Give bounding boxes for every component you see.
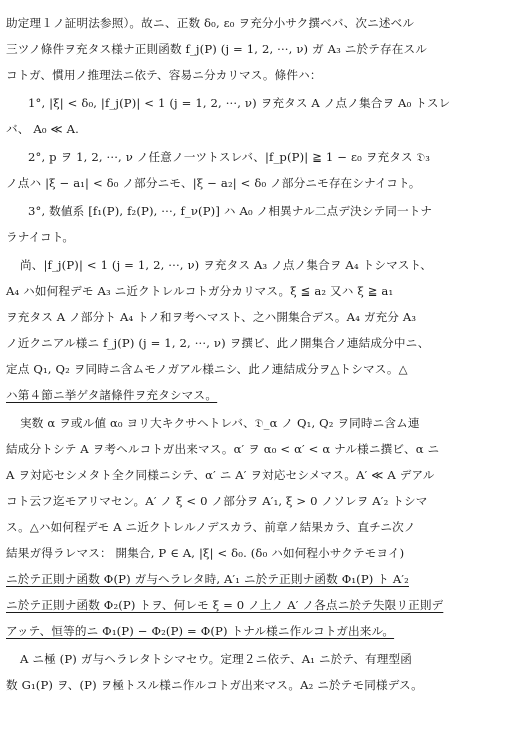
text-line: A ニ極 (P) ガ与ヘラレタトシマセウ。定理２ニ依テ、A₁ ニ於テ、有理型函 bbox=[20, 652, 413, 666]
text-line: ニ於テ正則ナ函数 Φ(P) ガ与ヘラレタ時, A′₁ ニ於テ正則ナ函数 Φ₁(P) ト A′₂ bbox=[6, 572, 409, 586]
text-line: 結成分トシテ A ヲ考ヘルコトガ出来マス。α′ ヲ α₀ < α′ < α ナル様ニ撰ビ、α ニ bbox=[6, 442, 440, 456]
text-line: コト云フ迄モアリマセン。A′ ノ ξ < 0 ノ部分ヲ A′₁, ξ > 0 ノソレヲ A′₂ トシマ bbox=[6, 494, 428, 508]
text-line: 尚、|f_j(P)| < 1 (j = 1, 2, ···, ν) ヲ充タス A₃ ノ点ノ集合ヲ A₄ トシマスト、 bbox=[20, 258, 432, 272]
text-line: ノ近クニアル様ニ f_j(P) (j = 1, 2, ···, ν) ヲ撰ビ、此ノ開集合ノ連結成分中ニ、 bbox=[6, 336, 430, 350]
text-line: ヲ充タス A ノ部分ト A₄ トノ和ヲ考ヘマスト、之ハ開集合デス。A₄ ガ充分 A₃ bbox=[6, 310, 417, 324]
text-line: 助定理１ノ証明法参照）。故ニ、正数 δ₀, ε₀ ヲ充分小サク撰ベバ、次ニ述ベル bbox=[6, 16, 415, 30]
text-line: 1°, |ξ| < δ₀, |f_j(P)| < 1 (j = 1, 2, ···, ν) ヲ充タス A ノ点ノ集合ヲ A₀ トスレ bbox=[28, 96, 451, 110]
text-line: A ヲ対応セシメタト全ク同様ニシテ、α′ ニ A′ ヲ対応セシメマス。A′ ≪ A デアル bbox=[6, 468, 435, 482]
text-line: ハ第４節ニ挙ゲタ諸條件ヲ充タシマス。 bbox=[6, 388, 218, 402]
text-line: ス。△ハ如何程デモ A ニ近クトレルノデスカラ、前章ノ結果カラ、直チニ次ノ bbox=[6, 520, 416, 534]
text-line: コトガ、慣用ノ推理法ニ依テ、容易ニ分カリマス。條件ハ： bbox=[6, 68, 322, 82]
text-line: 3°, 数値系 [f₁(P), f₂(P), ···, f_ν(P)] ハ A₀ ノ相異ナル二点デ決シテ同一トナ bbox=[28, 204, 433, 218]
text-line: ノ点ハ |ξ − a₁| < δ₀ ノ部分ニモ、|ξ − a₂| < δ₀ ノ部分ニモ存在シナイコト。 bbox=[6, 176, 421, 190]
text-line: ラナイコト。 bbox=[6, 230, 75, 244]
text-line: 数 G₁(P) ヲ、(P) ヲ極トスル様ニ作ルコトガ出来マス。A₂ ニ於テモ同様デス。 bbox=[6, 678, 423, 692]
text-line: 定点 Q₁, Q₂ ヲ同時ニ含ムモノガアル様ニシ、此ノ連結成分ヲ△トシマス。△ bbox=[6, 362, 408, 376]
text-line: 2°, p ヲ 1, 2, ···, ν ノ任意ノ一ツトスレバ、|f_p(P)| ≧ 1 − ε₀ ヲ充タス 𝔇₃ bbox=[28, 150, 431, 164]
text-line: 結果ガ得ラレマス： 開集合, P ∈ A, |ξ| < δ₀. (δ₀ ハ如何程小サクテモヨイ) bbox=[6, 546, 405, 560]
text-line: バ、 A₀ ≪ A. bbox=[6, 122, 79, 136]
text-line: 三ツノ條件ヲ充タス様ナ正則函数 f_j(P) (j = 1, 2, ···, ν) ガ A₃ ニ於テ存在スル bbox=[6, 42, 427, 56]
text-line: アッテ、恒等的ニ Φ₁(P) − Φ₂(P) = Φ(P) トナル様ニ作ルコトガ出来ル。 bbox=[6, 624, 395, 638]
text-line: 実数 α ヲ或ル値 α₀ ヨリ大キクサヘトレバ、𝔇_α ノ Q₁, Q₂ ヲ同時ニ含ム連 bbox=[20, 416, 420, 430]
text-line: ニ於テ正則ナ函数 Φ₂(P) トヲ、何レモ ξ = 0 ノ上ノ A′ ノ各点ニ於テ失限リ正則デ bbox=[6, 598, 444, 612]
text-line: A₄ ハ如何程デモ A₃ ニ近クトレルコトガ分カリマス。ξ ≦ a₂ 又ハ ξ ≧ a₁ bbox=[6, 284, 394, 298]
